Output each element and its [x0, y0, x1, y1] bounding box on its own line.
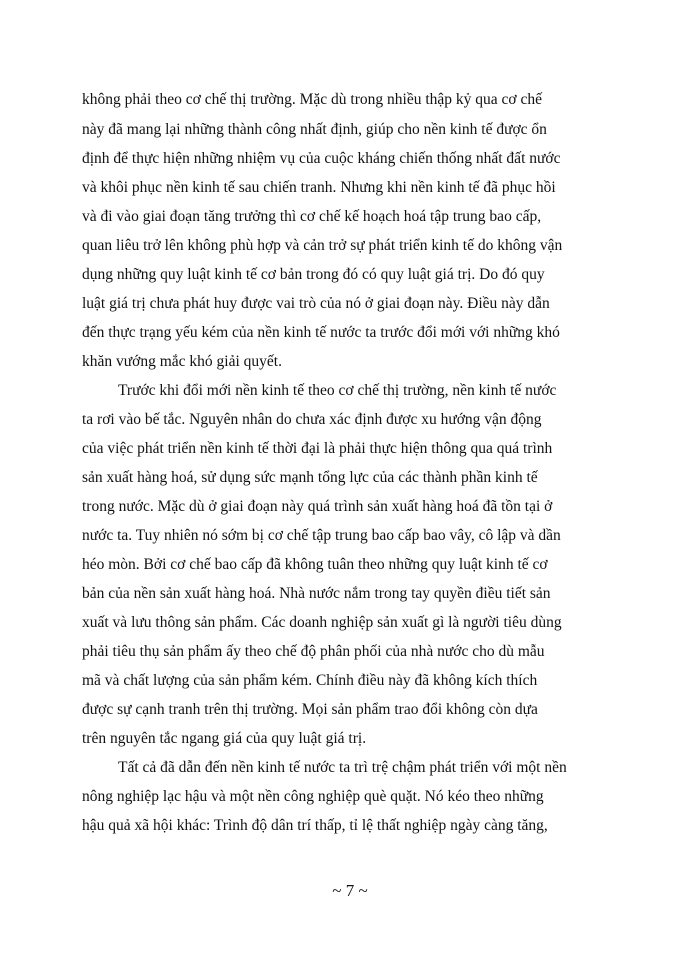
text-line: được sự cạnh tranh trên thị trường. Mọi sản phẩm trao đổi không còn dựa	[82, 701, 538, 718]
text-line: này đã mang lại những thành công nhất định, giúp cho nền kinh tế được ổn	[82, 121, 547, 138]
text-line: của việc phát triển nền kinh tế thời đại là phải thực hiện thông qua quá trình	[82, 440, 553, 457]
text-line: nông nghiệp lạc hậu và một nền công nghiệp què quặt. Nó kéo theo những	[82, 788, 544, 805]
text-line: ta rơi vào bế tắc. Nguyên nhân do chưa xác định được xu hướng vận động	[82, 411, 542, 428]
text-line: quan liêu trở lên không phù hợp và cản trở sự phát triển kinh tế do không vận	[82, 237, 563, 254]
text-line: bản của nền sản xuất hàng hoá. Nhà nước nắm trong tay quyền điều tiết sản	[82, 585, 551, 602]
text-line: Tất cả đã dẫn đến nền kinh tế nước ta trì trệ chậm phát triển với một nền	[118, 759, 567, 776]
text-line: không phải theo cơ chế thị trường. Mặc dù trong nhiều thập kỷ qua cơ chế	[82, 91, 542, 108]
text-line: trên nguyên tắc ngang giá của quy luật giá trị.	[82, 730, 367, 747]
text-line: khăn vướng mắc khó giải quyết.	[82, 353, 282, 370]
text-line: dụng những quy luật kinh tế cơ bản trong đó có quy luật giá trị. Do đó quy	[82, 266, 545, 283]
text-line: nước ta. Tuy nhiên nó sớm bị cơ chế tập trung bao cấp bao vây, cô lập và dần	[82, 527, 561, 544]
text-line: phải tiêu thụ sản phẩm ấy theo chế độ phân phối của nhà nước cho dù mẫu	[82, 643, 545, 660]
text-line: héo mòn. Bởi cơ chế bao cấp đã không tuân theo những quy luật kinh tế cơ	[82, 556, 548, 573]
text-line: định để thực hiện những nhiệm vụ của cuộc kháng chiến thống nhất đất nước	[82, 150, 561, 167]
text-line: và đi vào giai đoạn tăng trưởng thì cơ chế kế hoạch hoá tập trung bao cấp,	[82, 208, 542, 225]
page-number: ~ 7 ~	[332, 881, 368, 900]
text-line: Trước khi đổi mới nền kinh tế theo cơ chế thị trường, nền kinh tế nước	[118, 382, 557, 399]
text-line: mã và chất lượng của sản phẩm kém. Chính điều này đã không kích thích	[82, 672, 538, 689]
text-line: xuất và lưu thông sản phẩm. Các doanh nghiệp sản xuất gì là người tiêu dùng	[82, 614, 562, 631]
text-line: sản xuất hàng hoá, sử dụng sức mạnh tổng lực của các thành phần kinh tế	[82, 469, 538, 486]
text-line: luật giá trị chưa phát huy được vai trò của nó ở giai đoạn này. Điều này dẫn	[82, 295, 550, 312]
text-line: hậu quả xã hội khác: Trình độ dân trí thấp, tỉ lệ thất nghiệp ngày càng tăng,	[82, 817, 548, 834]
text-line: đến thực trạng yếu kém của nền kinh tế nước ta trước đổi mới với những khó	[82, 324, 560, 341]
text-line: và khôi phục nền kinh tế sau chiến tranh. Nhưng khi nền kinh tế đã phục hồi	[82, 179, 556, 196]
text-line: trong nước. Mặc dù ở giai đoạn này quá trình sản xuất hàng hoá đã tồn tại ở	[82, 498, 553, 515]
